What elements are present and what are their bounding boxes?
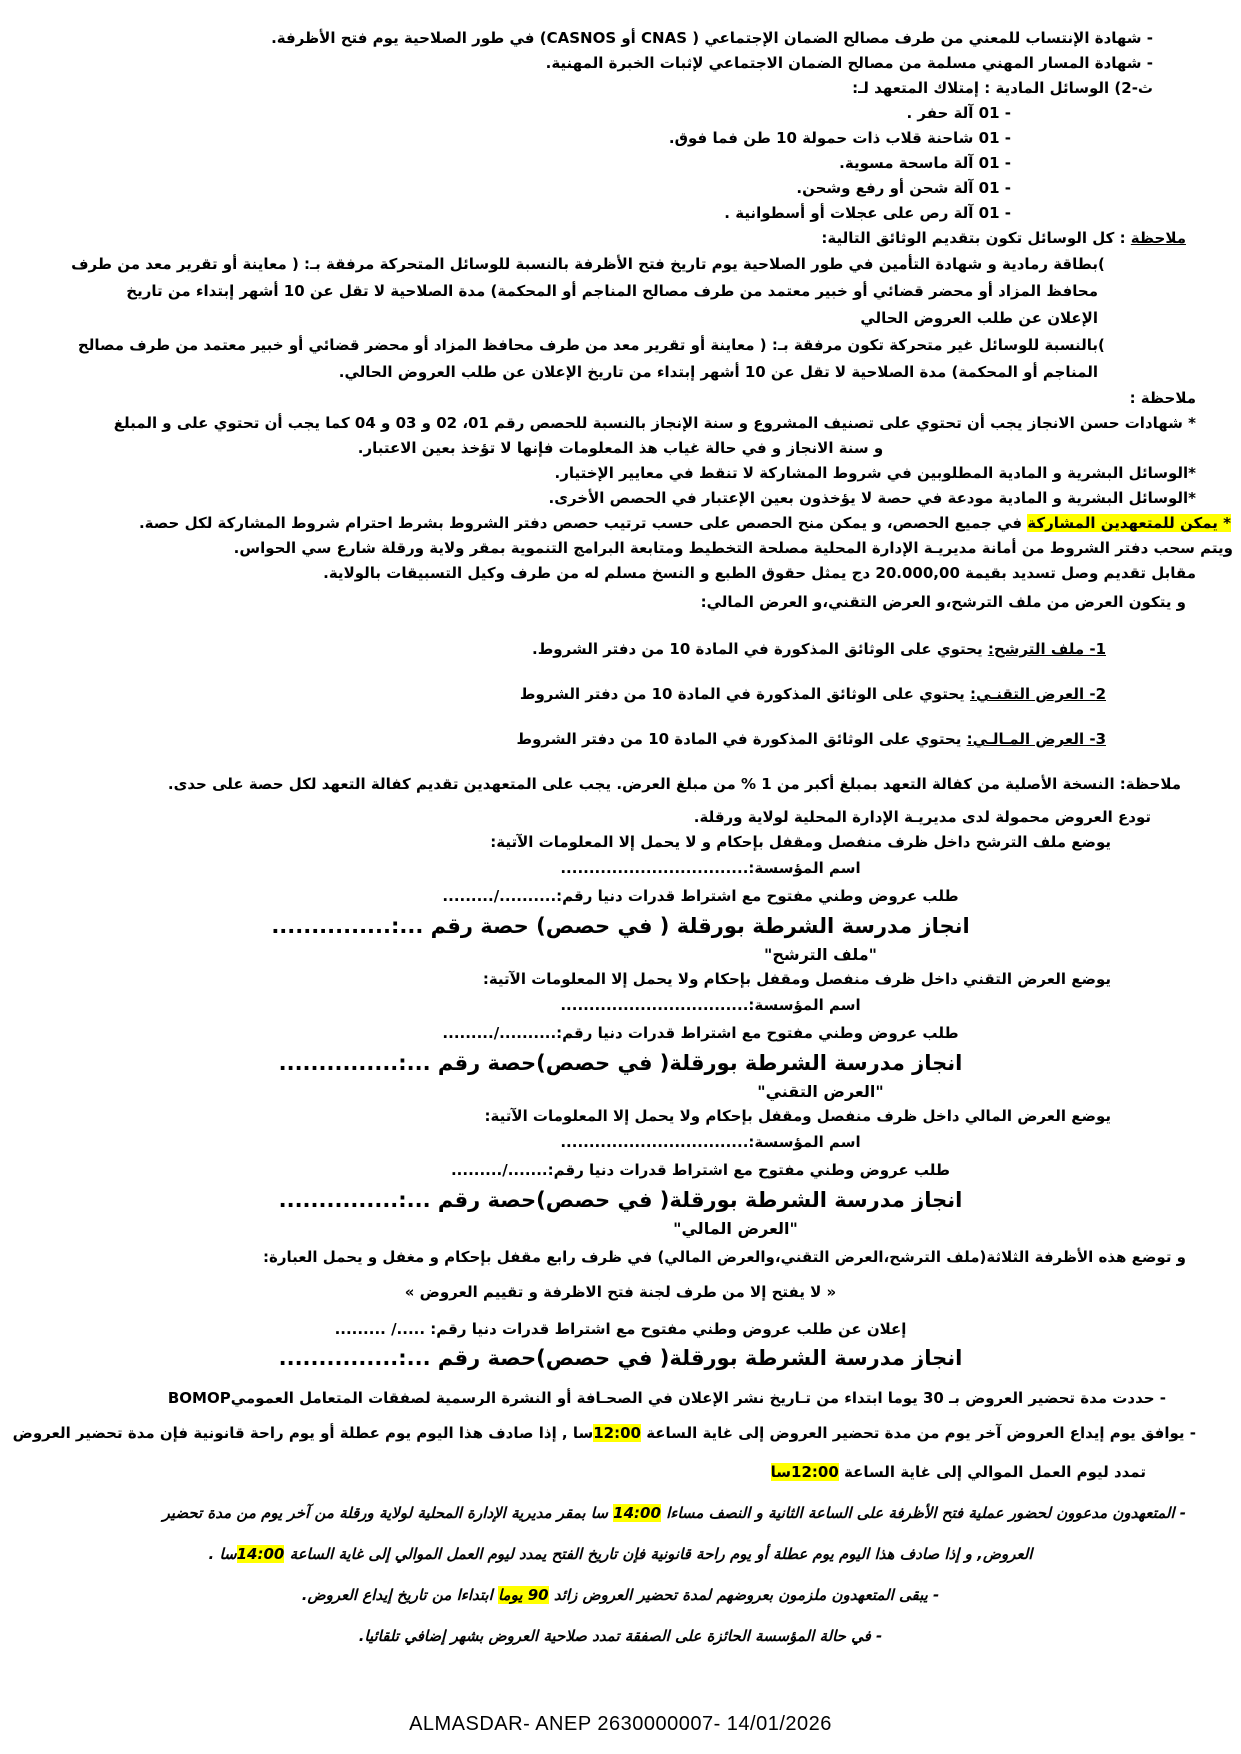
equipment-item: - 01 آلة شحن أو رفع وشحن. bbox=[796, 179, 1011, 197]
opening-time-highlight: 14:00 bbox=[236, 1545, 285, 1563]
opening-time-highlight: 14:00 bbox=[613, 1504, 661, 1522]
equipment-item: - 01 آلة رص على عجلات أو أسطوانية . bbox=[724, 204, 1011, 222]
specs-withdrawal-line: ويتم سحب دفتر الشروط من أمانة مديريـة الإدارة المحلية مصلحة التخطيط ومتابعة البرامج التنموية بمقر ولاية ورقلة شارع سي الحواس. bbox=[233, 539, 1233, 557]
note-text: : كل الوسائل تكون بتقديم الوثائق التالية: bbox=[821, 229, 1131, 247]
deposit-line: تودع العروض محمولة لدى مديريـة الإدارة المحلية لولاية ورقلة. bbox=[693, 808, 1151, 826]
awarded-company-line: - في حالة المؤسسة الحائزة على الصفقة تمدد صلاحية العروض بشهر إضافي تلقائيا. bbox=[358, 1627, 883, 1645]
remark-participation bbox=[0, 511, 1231, 536]
material-means-heading: ث-2) الوسائل المادية : إمتلاك المتعهد لـ: bbox=[852, 79, 1153, 97]
deadline-text: سا بمقر مديرية الإدارة المحلية لولاية ورقلة من آخر يوم من مدة تحضير bbox=[162, 1504, 614, 1522]
bullet-line: بطاقة رمادية و شهادة التأمين في طور الصلاحية يوم تاريخ فتح الأظرفة بالنسبة للوسائل المتحركة مرفقة بـ: ( معاينة أو تقرير معد من طرف bbox=[71, 255, 1098, 273]
fourth-envelope-line: و توضع هذه الأظرفة الثلاثة(ملف الترشح،العرض التقني،والعرض المالي) في ظرف رابع مقفل بإحكام و مغفل و يحمل العبارة: bbox=[263, 1248, 1186, 1266]
tender-number-line: طلب عروض وطني مفتوح مع اشتراط قدرات دنيا رقم:......./......... bbox=[450, 1161, 951, 1179]
envelope-label-quote: "العرض المالي" bbox=[673, 1219, 798, 1238]
participation-rest: في جميع الحصص، و يمكن منح الحصص على حسب ترتيب حصص دفتر الشروط بشرط احترام شروط المشاركة لكل حصة. bbox=[138, 514, 1028, 532]
guarantee-note-line: ملاحظة: النسخة الأصلية من كفالة التعهد بمبلغ أكبر من 1 % من مبلغ العرض. يجب على المتعهدين تقديم كفالة التعهد لكل حصة على حدى. bbox=[167, 775, 1181, 793]
envelope-intro-line: يوضع ملف الترشح داخل ظرف منفصل ومقفل بإحكام و لا يحمل إلا المعلومات الآتية: bbox=[490, 833, 1111, 851]
remark-good-execution-line1: * شهادات حسن الانجاز يجب أن تحتوي على تصنيف المشروع و سنة الإنجاز بالنسبة للحصص رقم 01، 02 و 03 و 04 كما يجب أن تحتوي على و المبلغ bbox=[113, 414, 1196, 432]
company-name-line: اسم المؤسسة:................................. bbox=[560, 1133, 861, 1151]
candidacy-file-desc: يحتوي على الوثائق المذكورة في المادة 10 من دفتر الشروط. bbox=[532, 640, 988, 658]
deadline-submission-line bbox=[0, 1421, 1196, 1446]
candidacy-file-title: 1- ملف الترشح: bbox=[987, 640, 1106, 658]
bullet-line: المناجم أو المحكمة) مدة الصلاحية لا تقل عن 10 أشهر إبتداء من تاريخ الإعلان عن طلب العروض الحالي. bbox=[338, 363, 1098, 381]
bullet-marker: ( bbox=[1098, 336, 1105, 354]
announcement-project-line: انجاز مدرسة الشرطة بورقلة( في حصص)حصة رقم ...:............... bbox=[278, 1346, 963, 1370]
equipment-item: - 01 آلة حفر . bbox=[906, 104, 1011, 122]
candidacy-file-line bbox=[0, 637, 1106, 662]
deadline-text: سا , إذا صادف هذا اليوم يوم عطلة أو يوم راحة قانونية فإن مدة تحضير العروض bbox=[12, 1424, 594, 1442]
submission-time-highlight: 12:00 bbox=[593, 1424, 641, 1442]
offer-validity-line bbox=[0, 1583, 1241, 1608]
bullet-text bbox=[0, 332, 1098, 386]
validity-days-highlight: 90 يوما bbox=[497, 1586, 549, 1604]
deadline-text: - يبقى المتعهدون ملزمون بعروضهم لمدة تحضير العروض زائد bbox=[548, 1586, 940, 1604]
deadline-text: العروض, و إذا صادف هذا اليوم يوم عطلة أو يوم راحة قانونية فإن تاريخ الفتح يمدد ليوم العمل الموالي إلى غاية الساعة bbox=[284, 1545, 1033, 1563]
financial-offer-desc: يحتوي على الوثائق المذكورة في المادة 10 من دفتر الشروط bbox=[516, 730, 967, 748]
opening-session-extension-line bbox=[0, 1542, 1241, 1567]
project-title-line: انجاز مدرسة الشرطة بورقلة( في حصص)حصة رقم ...:............... bbox=[278, 1051, 963, 1075]
remark-means-criteria: *الوسائل البشرية و المادية المطلوبين في شروط المشاركة لا تنقط في معايير الإختيار. bbox=[554, 464, 1196, 482]
payment-receipt-line: مقابل تقديم وصل تسديد بقيمة 20.000,00 دج يمثل حقوق الطبع و النسخ مسلم له من طرف وكيل التسبيقات بالولاية. bbox=[323, 564, 1196, 582]
equipment-item: - 01 آلة ماسحة مسوية. bbox=[839, 154, 1011, 172]
deadline-text: ابتداءا من تاريخ إيداع العروض. bbox=[301, 1586, 498, 1604]
deadline-text: - المتعهدون مدعوون لحضور عملية فتح الأظرفة على الساعة الثانية و النصف مساءا bbox=[660, 1504, 1186, 1522]
mobile-means-docs-bullet bbox=[0, 251, 1146, 332]
career-certificate-line: - شهادة المسار المهني مسلمة من مصالح الضمان الاجتماعي لإثبات الخبرة المهنية. bbox=[545, 54, 1153, 72]
technical-offer-desc: يحتوي على الوثائق المذكورة في المادة 10 من دفتر الشروط bbox=[519, 685, 971, 703]
envelope-block-financial bbox=[0, 1104, 1241, 1241]
bullet-line: بالنسبة للوسائل غير متحركة تكون مرفقة بـ: ( معاينة أو تقرير معد من طرف محافظ المزاد أو محضر قضائي أو خبير معتمد من طرف مصالح bbox=[77, 336, 1098, 354]
envelope-label-quote: "ملف الترشح" bbox=[764, 945, 877, 964]
remark-means-lots: *الوسائل البشرية و المادية مودعة في حصة لا يؤخذون بعين الإعتبار في الحصص الأخرى. bbox=[548, 489, 1196, 507]
remark-good-execution-line2: و سنة الانجاز و في حالة غياب هذ المعلومات فإنها لا تؤخذ بعين الاعتبار. bbox=[357, 439, 884, 457]
anep-footer-line: ALMASDAR- ANEP 2630000007- 14/01/2026 bbox=[409, 1713, 832, 1735]
envelope-intro-line: يوضع العرض التقني داخل ظرف منفصل ومقفل بإحكام ولا يحمل إلا المعلومات الآتية: bbox=[482, 970, 1111, 988]
deadline-text: - يوافق يوم إيداع العروض آخر يوم من مدة تحضير العروض إلى غاية الساعة bbox=[640, 1424, 1196, 1442]
envelope-intro-line: يوضع العرض المالي داخل ظرف منفصل ومقفل بإحكام ولا يحمل إلا المعلومات الآتية: bbox=[484, 1107, 1111, 1125]
offer-composition-line: و يتكون العرض من ملف الترشح،و العرض التقني،و العرض المالي: bbox=[700, 593, 1186, 611]
fixed-means-docs-bullet bbox=[0, 332, 1146, 386]
company-name-line: اسم المؤسسة:................................. bbox=[560, 996, 861, 1014]
note-label: ملاحظة bbox=[1130, 229, 1186, 247]
deadline-text: سا . bbox=[208, 1545, 237, 1563]
means-note-line bbox=[0, 226, 1186, 251]
project-title-line: انجاز مدرسة الشرطة بورقلة ( في حصص) حصة رقم ...:............... bbox=[271, 914, 970, 938]
deadline-text: تمدد ليوم العمل الموالي إلى غاية الساعة bbox=[838, 1463, 1146, 1481]
company-name-line: اسم المؤسسة:................................. bbox=[560, 859, 861, 877]
envelope-block-candidacy bbox=[0, 830, 1241, 967]
equipment-item: - 01 شاحنة قلاب ذات حمولة 10 طن فما فوق. bbox=[668, 129, 1011, 147]
remarks-heading: ملاحظة : bbox=[1129, 389, 1196, 407]
envelope-label-quote: "العرض التقني" bbox=[757, 1082, 884, 1101]
bullet-marker: ( bbox=[1098, 255, 1105, 273]
project-title-line: انجاز مدرسة الشرطة بورقلة( في حصص)حصة رقم ...:............... bbox=[278, 1188, 963, 1212]
bullet-line: الإعلان عن طلب العروض الحالي bbox=[860, 309, 1098, 327]
technical-offer-title: 2- العرض التقنـي: bbox=[970, 685, 1106, 703]
financial-offer-line bbox=[0, 727, 1106, 752]
opening-session-line bbox=[0, 1501, 1186, 1526]
participation-highlight: * يمكن للمتعهدين المشاركة bbox=[1027, 514, 1231, 532]
tender-number-line: طلب عروض وطني مفتوح مع اشتراط قدرات دنيا رقم:........../......... bbox=[442, 887, 959, 905]
envelope-block-technical bbox=[0, 967, 1241, 1104]
bullet-text bbox=[0, 251, 1098, 332]
announcement-line: إعلان عن طلب عروض وطني مفتوح مع اشتراط قدرات دنيا رقم: ...../ ......... bbox=[334, 1320, 907, 1338]
affiliation-certificate-line: - شهادة الإنتساب للمعني من طرف مصالح الضمان الإجتماعي ( CNAS أو CASNOS) في طور الصلاحية يوم فتح الأظرفة. bbox=[271, 29, 1153, 47]
sealed-warning-line: « لا يفتح إلا من طرف لجنة فتح الاظرفة و تقييم العروض » bbox=[404, 1283, 837, 1301]
technical-offer-line bbox=[0, 682, 1106, 707]
deadline-preparation-line: - حددت مدة تحضير العروض بـ 30 يوما ابتداء من تـاريخ نشر الإعلان في الصحـافة أو النشرة الرسمية لصفقات المتعامل العموميBOMOP bbox=[167, 1389, 1166, 1407]
bullet-line: محافظ المزاد أو محضر قضائي أو خبير معتمد من طرف مصالح المناجم أو المحكمة) مدة الصلاحية لا تقل عن 10 أشهر إبتداء من تاريخ bbox=[126, 282, 1098, 300]
financial-offer-title: 3- العرض المـالـي: bbox=[966, 730, 1106, 748]
submission-time-highlight: 12:00سا bbox=[770, 1463, 839, 1481]
tender-number-line: طلب عروض وطني مفتوح مع اشتراط قدرات دنيا رقم:........../......... bbox=[442, 1024, 959, 1042]
deadline-submission-extension-line bbox=[0, 1460, 1146, 1485]
